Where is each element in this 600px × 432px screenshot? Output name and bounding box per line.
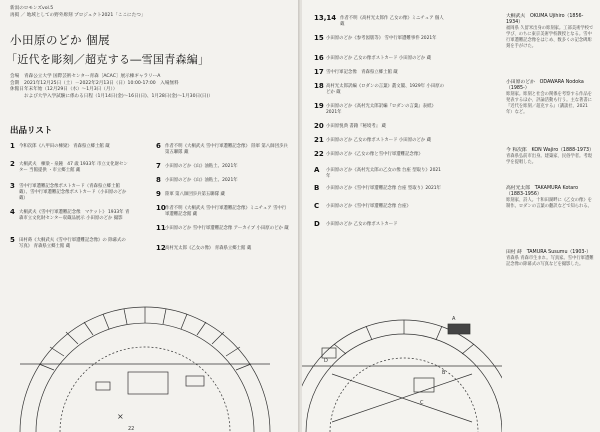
plan-label-a: A — [452, 316, 456, 322]
list-item: A 小田原のどか《高村光太郎の乙女の像 台座 型取り》2021年 — [314, 166, 441, 179]
plan-mark: × — [117, 412, 124, 421]
list-item: 6 作者不明《大桐武夫 雪中行軍遭難記念像》 陸軍 第八師団歩兵第五聯隊 藏 — [156, 142, 288, 155]
list-item: 17 雪中行軍記念像 青森県立郷土館 蔵 — [314, 68, 398, 76]
bio-text: 青森県 青森市生まれ。写真家。雪中行軍遭難記念像の除幕式の写真などを撮影した。 — [506, 256, 594, 267]
info-block — [10, 74, 213, 100]
list-item: 18 高村光太郎訳編《ロダンの言葉》叢文閣、1929年 小田原のどか 蔵 — [314, 82, 444, 95]
bio-text: 青森県弘前市出身。建築家、民俗学者。考現学を提唱した。 — [506, 154, 592, 165]
plan-pedestal — [322, 348, 336, 358]
artist-bio — [506, 186, 594, 210]
list-item: 9 陸軍 第八師団歩兵第五聯隊 藏 — [156, 190, 225, 198]
list-item: 12 高村光太郎《乙女の像》 青森県立郷土館 蔵 — [156, 244, 252, 252]
plan-label-b: B — [442, 370, 446, 376]
plan-inner-arc — [36, 323, 254, 432]
bio-name: 高村光太郎 TAKAMURA Kotaro（1883-1956） — [506, 186, 579, 197]
plan-number: 22 — [128, 426, 135, 432]
list-item: 10 作者不明《大桐武夫 雪中行軍遭難記念像》ミニチュア 雪中行軍遭難記念館 藏 — [156, 204, 287, 217]
plan-inner-arc — [306, 334, 502, 432]
list-item: 8 小田原のどか《山》油粘土、2021年 — [156, 176, 238, 184]
list-item: 11 小田原のどか 雪中行軍遭難記念像 アーカイブ 小田原のどか 蔵 — [156, 224, 289, 232]
artist-bio — [506, 14, 594, 50]
plan-dashed-arc — [330, 358, 478, 432]
list-item: 13,14 作者不明《高村光太郎作 乙女の像》ミニチュア 個人蔵 — [314, 14, 444, 27]
works-list-heading: 出品リスト — [10, 126, 53, 136]
list-item: 15 小田原のどか《参考図版等》 雪中行軍遭難事件 2021年 — [314, 34, 437, 42]
artist-bio — [506, 148, 594, 166]
list-item: 1 今和次郎《八甲田の棟梁》 青森県立郷土館 蔵 — [10, 142, 110, 150]
plan-radial-lines — [39, 307, 251, 370]
info-row: 会期 2021年12月25日（土）－2022年2月13日（日）10:00-17:00 入場無料 — [10, 80, 179, 86]
plan-label-d: D — [324, 358, 328, 364]
bio-name: 今 和次郎 KON Wajiro（1888-1973） — [506, 148, 594, 153]
exhibition-title: 小田原のどか 個展 — [10, 33, 111, 47]
series-sub: 再掲 ／ 地域としての野外彫刻 プロジェクト2021「ここにたつ」 — [10, 13, 146, 18]
floor-plan-left — [0, 272, 300, 432]
list-item: B 小田原のどか《雪中行軍遭難記念像 台座 型取り》2021年 — [314, 184, 441, 192]
plan-pedestal — [96, 382, 110, 390]
info-row: および大学入学試験に係わる日程（1月14日(金)～16日(日)、1月28日(金)～1月30日(日)） — [24, 93, 213, 99]
plan-label-c: C — [420, 400, 424, 406]
plan-pedestal — [186, 376, 204, 386]
bio-name: 田村 蒔 TAMURA Susumu（1903-） — [506, 250, 592, 255]
bio-name: 小田原のどか ODAWARA Nodoka（1985-） — [506, 80, 584, 91]
floor-plan-right — [302, 262, 502, 432]
list-item: 20 小田原悦典 書籍『秘境考』 蔵 — [314, 122, 386, 130]
bio-name: 大桐武夫 OKUMA Ujihiro（1856-1934） — [506, 14, 584, 25]
series-label: 新潟のロモンズvol.5 — [10, 6, 54, 11]
list-item: D 小田原のどか 乙女の像ポストカード — [314, 220, 398, 228]
artist-bio — [506, 250, 594, 268]
list-item: 4 大桐武夫《雪中行軍遭難記念像 マケット》 1933年 青森市立文化財センター収蔵品展示 小田原のどか 撮影 — [10, 208, 130, 221]
exhibition-subtitle: 「近代を彫刻／超克する―雪国青森編」 — [6, 53, 210, 66]
bio-text: 彫刻家、詩人。十和田湖畔に《乙女の像》を制作。ロダンの言葉の翻訳などで知られる。 — [506, 198, 592, 209]
list-item: 3 雪中行軍遭難記念像ポストカード（青森県立郷土館 蔵）、雪中行軍遭難記念像ポストカード（小田原のどか蔵） — [10, 182, 127, 201]
plan-display-case — [128, 372, 168, 394]
list-item: 5 田村蒔《大桐武夫《雪中行軍遭難記念像》の 除幕式の写真》 青森県立郷土館 蔵 — [10, 236, 126, 249]
list-item: 7 小田原のどか《山》油粘土、2021年 — [156, 162, 238, 170]
artist-bio — [506, 80, 594, 116]
list-item: 16 小田原のどか 乙女の像ポストカード 小田原のどか 蔵 — [314, 54, 432, 62]
plan-display-case — [448, 324, 470, 334]
bio-text: 彫刻家。彫刻と社会の関係を考察する作品を発表するほか、評論活動も行う。主な著書に『近代を彫刻／超克する』（講談社、2021年）など。 — [506, 92, 592, 115]
list-item: 2 大桐武夫 棟梁・泉鐘 47 歳 1933年 市立文化財センター 当館提供 ・市立郷土館 藏 — [10, 160, 128, 173]
info-row: 休館日年末年始（12月29日（水）～1月3日（月）） — [10, 87, 118, 93]
right-page — [302, 0, 600, 432]
info-row: 会場 青森公立大学 国際芸術センター青森［ACAC］展示棟ギャラリーA — [10, 74, 161, 79]
list-item: 19 小田原のどか《高村光太郎訳編『ロダンの言葉』表紙》 2021年 — [314, 102, 436, 115]
plan-pedestal — [414, 378, 434, 392]
list-item: C 小田原のどか《雪中行軍遭難記念像 台座》 — [314, 202, 411, 210]
list-item: 22 小田原のどか《乙女の像と雪中行軍遭難記念像》 — [314, 150, 423, 158]
plan-outer-arc — [20, 307, 270, 432]
list-item: 21 小田原のどか 乙女の像ポストカード 小田原のどか 蔵 — [314, 136, 432, 144]
plan-dashed-arc — [60, 347, 230, 432]
bio-text: 福岡県 久留米出身の彫刻家。工部美術学校で学び、のちに東京美術学校教授となる。雪中行軍遭難記念像をはじめ、数多くの記念碑彫刻を手がけた。 — [506, 26, 594, 49]
